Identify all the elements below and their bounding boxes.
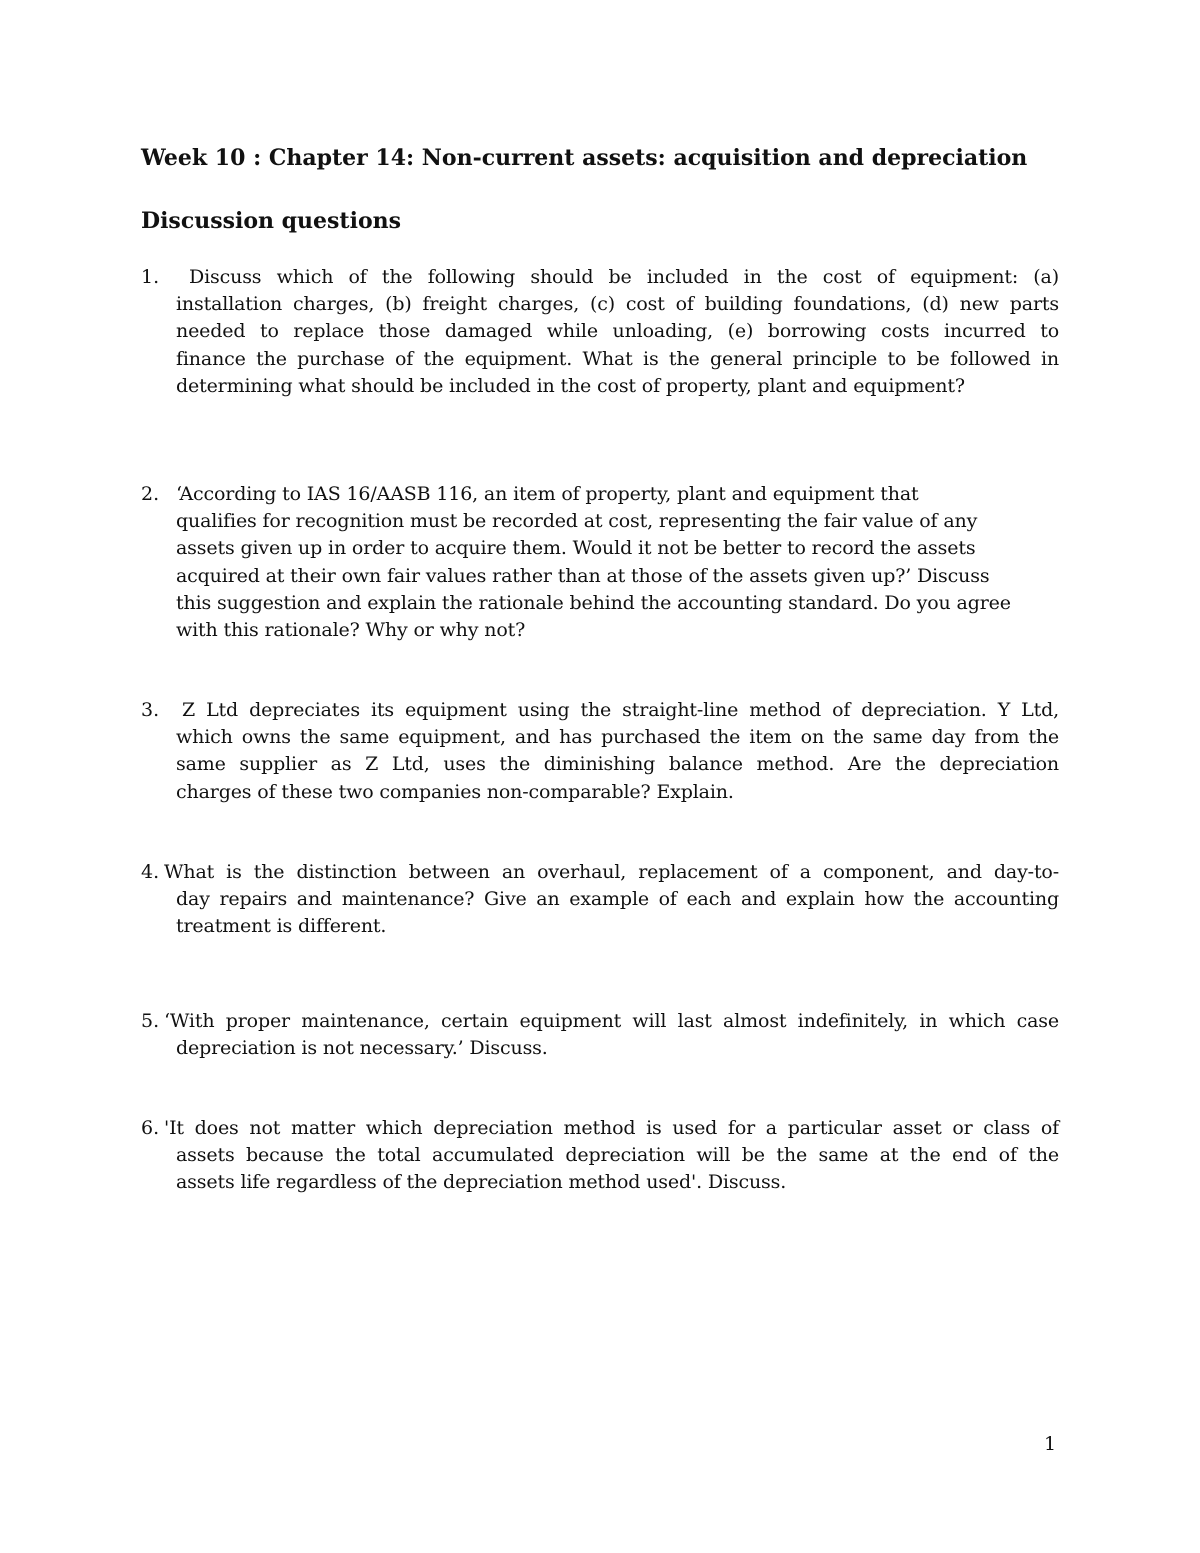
question-4	[141, 859, 1059, 941]
question-line: 'It does not matter which depreciation method is used for a particular asset or class of	[164, 1117, 1059, 1139]
question-3	[141, 697, 1059, 806]
question-number: 3.	[141, 699, 160, 721]
question-line: acquired at their own fair values rather than at those of the assets given up?’ Discuss	[176, 564, 990, 587]
question-line: assets given up in order to acquire them. Would it not be better to record the assets	[176, 537, 976, 560]
question-text	[176, 264, 1059, 400]
question-line: Z Ltd depreciates its equipment using the straight-line method of depreciation. Y Ltd,	[182, 699, 1059, 721]
question-line: installation charges, (b) freight charges, (c) cost of building foundations, (d) new parts	[176, 293, 1059, 316]
question-line: depreciation is not necessary.’ Discuss.	[176, 1037, 548, 1060]
question-line: assets life regardless of the depreciation method used'. Discuss.	[176, 1171, 787, 1194]
question-line: charges of these two companies non-comparable? Explain.	[176, 780, 734, 803]
question-line: finance the purchase of the equipment. What is the general principle to be followed in	[176, 347, 1059, 370]
question-number: 6.	[141, 1117, 160, 1139]
question-number: 1.	[141, 266, 160, 288]
question-5	[141, 1008, 1059, 1062]
section-heading: Discussion questions	[141, 208, 402, 234]
question-line: same supplier as Z Ltd, uses the diminishing balance method. Are the depreciation	[176, 753, 1059, 776]
question-line: determining what should be included in the cost of property, plant and equipment?	[176, 374, 965, 397]
question-1	[141, 264, 1059, 400]
question-number: 5.	[141, 1010, 160, 1032]
question-text	[164, 1008, 1059, 1062]
question-text	[176, 481, 1059, 644]
question-text	[164, 1115, 1059, 1197]
question-line: treatment is different.	[176, 915, 387, 938]
question-6	[141, 1115, 1059, 1197]
question-line: What is the distinction between an overhaul, replacement of a component, and day-to-	[164, 861, 1059, 883]
question-line: needed to replace those damaged while unloading, (e) borrowing costs incurred to	[176, 320, 1059, 343]
question-line: qualifies for recognition must be recorded at cost, representing the fair value of any	[176, 510, 978, 533]
question-2	[141, 481, 1059, 644]
question-line: which owns the same equipment, and has purchased the item on the same day from the	[176, 726, 1059, 749]
question-number: 4.	[141, 861, 160, 883]
document-title: Week 10 : Chapter 14: Non-current assets: acquisition and depreciation	[141, 145, 1028, 171]
question-line: with this rationale? Why or why not?	[176, 619, 526, 642]
question-text	[164, 859, 1059, 941]
question-line: assets because the total accumulated depreciation will be the same at the end of the	[176, 1144, 1059, 1167]
question-text	[176, 697, 1059, 806]
question-line: day repairs and maintenance? Give an example of each and explain how the accounting	[176, 888, 1059, 911]
page-number: 1	[1044, 1433, 1057, 1455]
question-number: 2.	[141, 483, 160, 505]
question-line: ‘With proper maintenance, certain equipment will last almost indefinitely, in which case	[164, 1010, 1059, 1032]
question-line: this suggestion and explain the rationale behind the accounting standard. Do you agree	[176, 591, 1011, 614]
question-line: ‘According to IAS 16/AASB 116, an item of property, plant and equipment that	[176, 483, 919, 505]
question-line: Discuss which of the following should be included in the cost of equipment: (a)	[189, 266, 1059, 288]
